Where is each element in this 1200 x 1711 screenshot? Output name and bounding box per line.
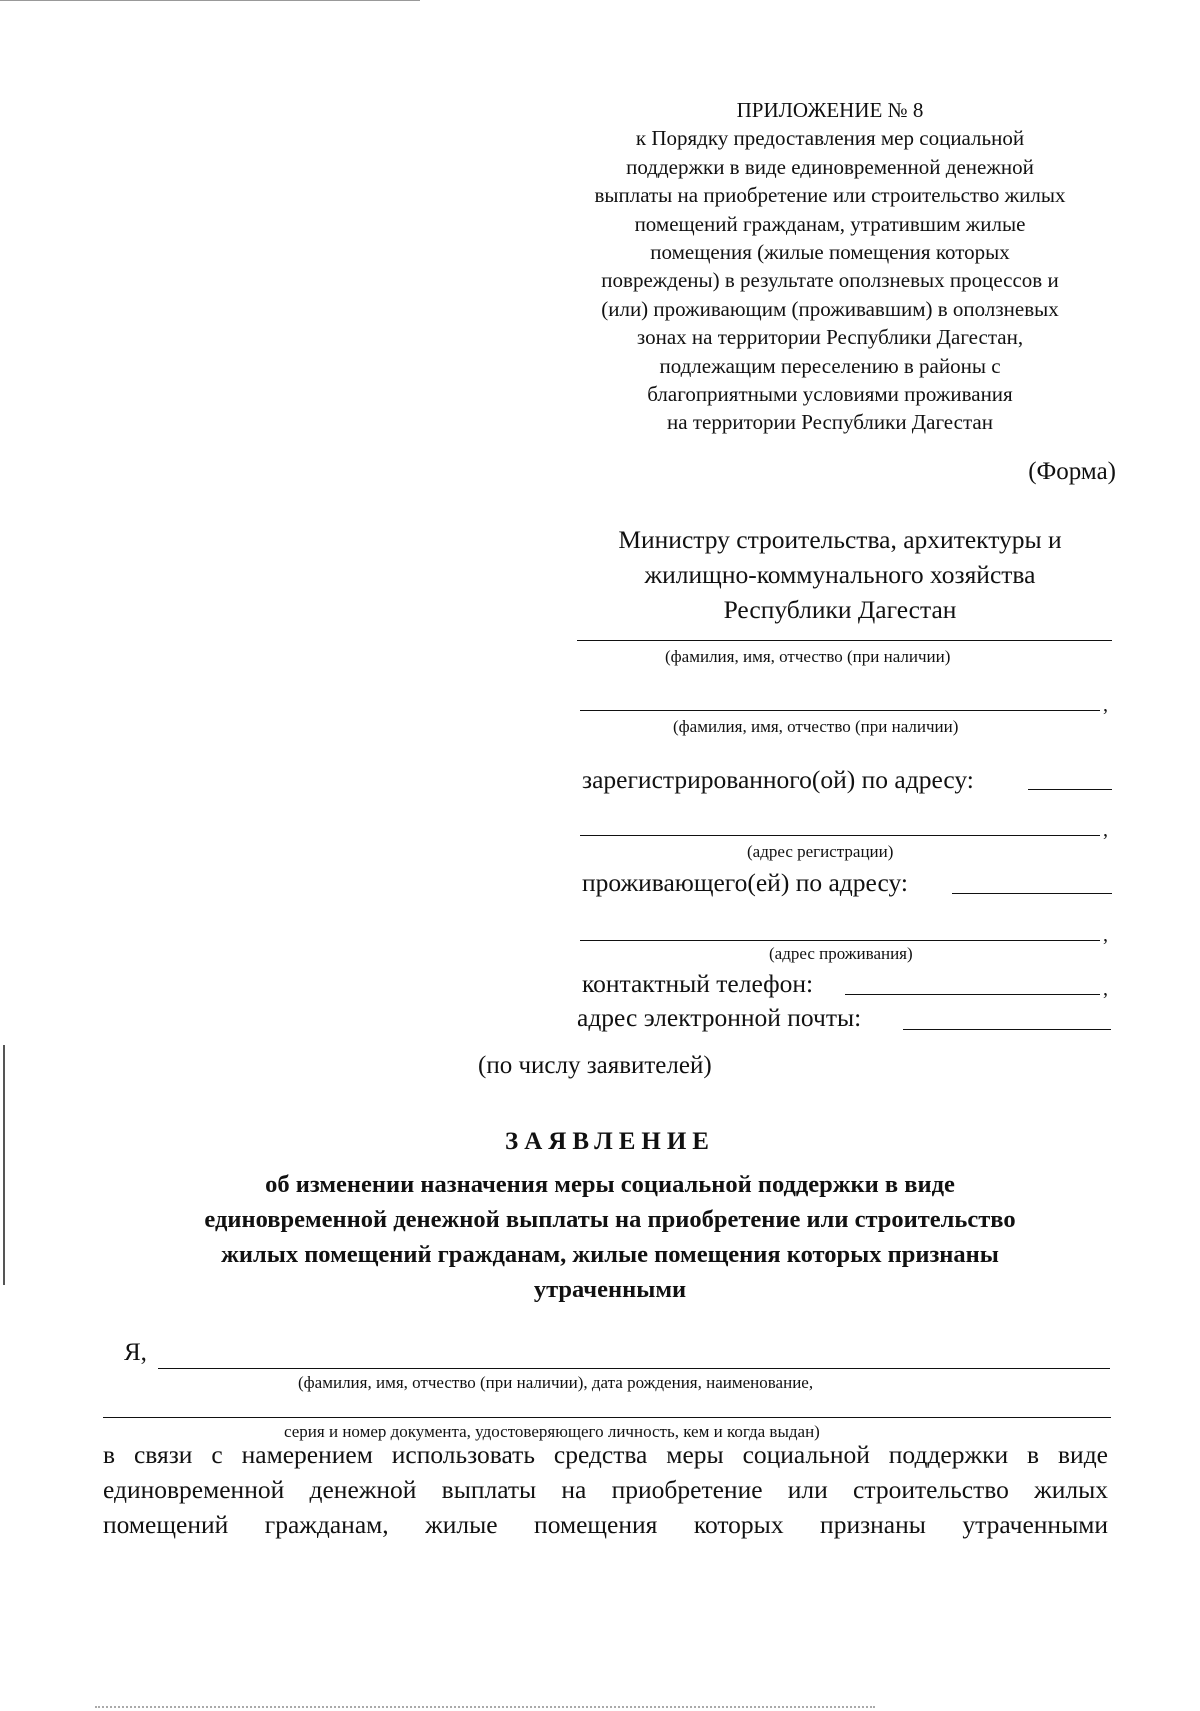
- appendix-line: поддержки в виде единовременной денежной: [626, 154, 1034, 179]
- appendix-line: помещения (жилые помещения которых: [650, 240, 1010, 265]
- scan-edge-left: [3, 1045, 5, 1285]
- applicant-identity-line-2[interactable]: [103, 1417, 1111, 1418]
- statement-subtitle-line: единовременной денежной выплаты на приобретение или строительство: [204, 1206, 1016, 1233]
- living-hint: (адрес проживания): [769, 944, 913, 963]
- appendix-line: помещений гражданам, утратившим жилые: [634, 211, 1026, 236]
- ya-label: Я,: [124, 1339, 147, 1366]
- comma: ,: [1103, 819, 1108, 841]
- appendix-line: зонах на территории Республики Дагестан,: [636, 325, 1024, 350]
- appendix-line: на территории Республики Дагестан: [667, 410, 993, 435]
- identity-hint-1: (фамилия, имя, отчество (при наличии), дата рождения, наименование,: [298, 1373, 814, 1392]
- living-address-label: проживающего(ей) по адресу:: [582, 868, 908, 897]
- living-address-line-short[interactable]: [952, 893, 1112, 894]
- appendix-block: [540, 96, 1120, 437]
- form-label: (Форма): [1028, 458, 1116, 485]
- registered-address-line[interactable]: [580, 835, 1100, 836]
- living-address-line[interactable]: [580, 940, 1100, 941]
- comma: ,: [1103, 924, 1108, 946]
- statement-body-line: помещений гражданам, жилые помещения которых признаны утраченными: [103, 1510, 1108, 1539]
- email-line[interactable]: [903, 1029, 1111, 1030]
- recipient-line: Республики Дагестан: [723, 595, 957, 624]
- applicant-identity-line-1[interactable]: [158, 1368, 1110, 1369]
- scan-edge-top: [0, 0, 420, 1]
- appendix-title: ПРИЛОЖЕНИЕ № 8: [736, 98, 924, 122]
- comma: ,: [1103, 978, 1108, 1000]
- registration-hint: (адрес регистрации): [747, 842, 894, 861]
- statement-body-line: в связи с намерением использовать средства меры социальной поддержки в виде: [103, 1440, 1108, 1469]
- appendix-line: благоприятными условиями проживания: [647, 382, 1013, 407]
- appendix-line: выплаты на приобретение или строительство жилых: [594, 183, 1066, 208]
- scan-edge-bottom: [95, 1706, 875, 1709]
- statement-subtitle-line: жилых помещений гражданам, жилые помещения которых признаны: [221, 1241, 999, 1268]
- fio-hint-2: (фамилия, имя, отчество (при наличии): [673, 717, 959, 736]
- recipient-block: [545, 522, 1135, 627]
- fio-line-2[interactable]: [580, 710, 1100, 711]
- statement-title: ЗАЯВЛЕНИЕ: [505, 1128, 715, 1155]
- statement-subtitle-line: об изменении назначения меры социальной поддержки в виде: [265, 1171, 955, 1198]
- fio-hint-1: (фамилия, имя, отчество (при наличии): [665, 647, 951, 666]
- phone-label: контактный телефон:: [582, 969, 814, 998]
- appendix-line: подлежащим переселению в районы с: [659, 353, 1001, 378]
- appendix-line: повреждены) в результате оползневых процессов и: [601, 268, 1059, 293]
- statement-body-line: единовременной денежной выплаты на приобретение или строительство жилых: [103, 1475, 1108, 1504]
- statement-subtitle: [100, 1167, 1120, 1307]
- statement-body: [103, 1437, 1108, 1542]
- appendix-line: (или) проживающим (проживавшим) в оползневых: [601, 296, 1059, 321]
- applicants-note: (по числу заявителей): [478, 1052, 712, 1079]
- statement-subtitle-line: утраченными: [533, 1276, 687, 1303]
- email-label: адрес электронной почты:: [577, 1003, 862, 1032]
- fio-line-1[interactable]: [577, 640, 1112, 641]
- appendix-line: к Порядку предоставления мер социальной: [635, 126, 1025, 151]
- phone-line[interactable]: [845, 994, 1100, 995]
- registered-address-label: зарегистрированного(ой) по адресу:: [582, 765, 974, 794]
- registered-address-line-short[interactable]: [1028, 789, 1112, 790]
- recipient-line: жилищно-коммунального хозяйства: [644, 560, 1036, 589]
- recipient-line: Министру строительства, архитектуры и: [618, 525, 1062, 554]
- comma: ,: [1103, 694, 1108, 716]
- identity-hint-2: серия и номер документа, удостоверяющего личность, кем и когда выдан): [284, 1422, 820, 1441]
